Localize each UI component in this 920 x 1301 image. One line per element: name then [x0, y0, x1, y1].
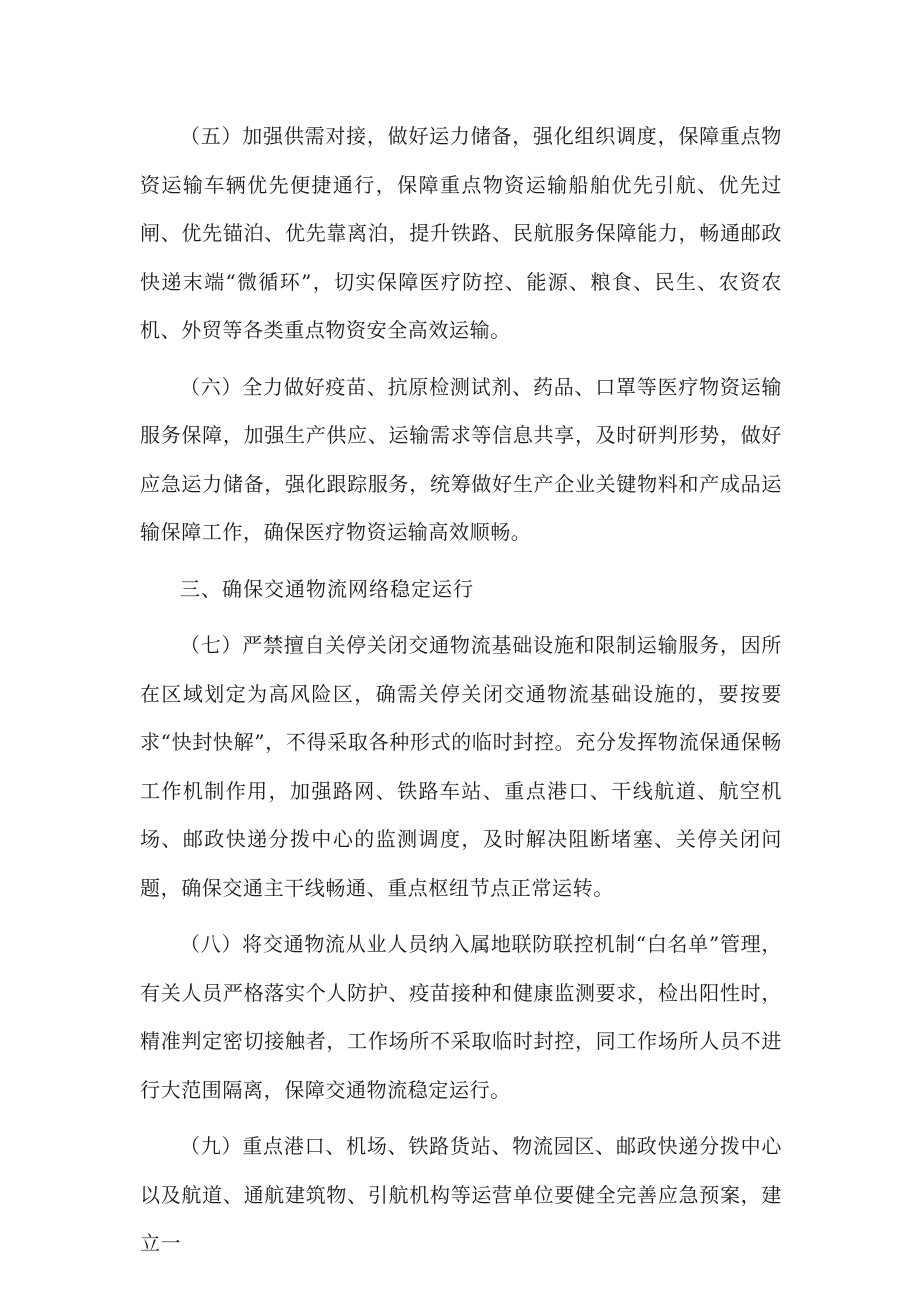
- paragraph-item-6: （六）全力做好疫苗、抗原检测试剂、药品、口罩等医疗物资运输服务保障，加强生产供应、运输需求等信息共享，及时研判形势，做好应急运力储备，强化跟踪服务，统筹做好生产企业关键物料和产成品运输保障工作，确保医疗物资运输高效顺畅。: [140, 374, 782, 544]
- paragraph-item-5: （五）加强供需对接，做好运力储备，强化组织调度，保障重点物资运输车辆优先便捷通行，保障重点物资运输船舶优先引航、优先过闸、优先锚泊、优先靠离泊，提升铁路、民航服务保障能力，畅通邮政快递末端“微循环”，切实保障医疗防控、能源、粮食、民生、农资农机、外贸等各类重点物资安全高效运输。: [140, 124, 782, 342]
- section-heading-3: 三、确保交通物流网络稳定运行: [180, 576, 474, 601]
- document-body: [140, 112, 782, 1276]
- paragraph-item-7: （七）严禁擅自关停关闭交通物流基础设施和限制运输服务，因所在区域划定为高风险区，确需关停关闭交通物流基础设施的，要按要求“快封快解”，不得采取各种形式的临时封控。充分发挥物流保通保畅工作机制作用，加强路网、铁路车站、重点港口、干线航道、航空机场、邮政快递分拨中心的监测调度，及时解决阻断堵塞、关停关闭问题，确保交通主干线畅通、重点枢纽节点正常运转。: [140, 633, 782, 900]
- paragraph-item-8: （八）将交通物流从业人员纳入属地联防联控机制“白名单”管理，有关人员严格落实个人防护、疫苗接种和健康监测要求，检出阳性时，精准判定密切接触者，工作场所不采取临时封控，同工作场所人员不进行大范围隔离，保障交通物流稳定运行。: [140, 932, 782, 1102]
- paragraph-item-9: （九）重点港口、机场、铁路货站、物流园区、邮政快递分拨中心以及航道、通航建筑物、引航机构等运营单位要健全完善应急预案，建立一: [140, 1134, 782, 1255]
